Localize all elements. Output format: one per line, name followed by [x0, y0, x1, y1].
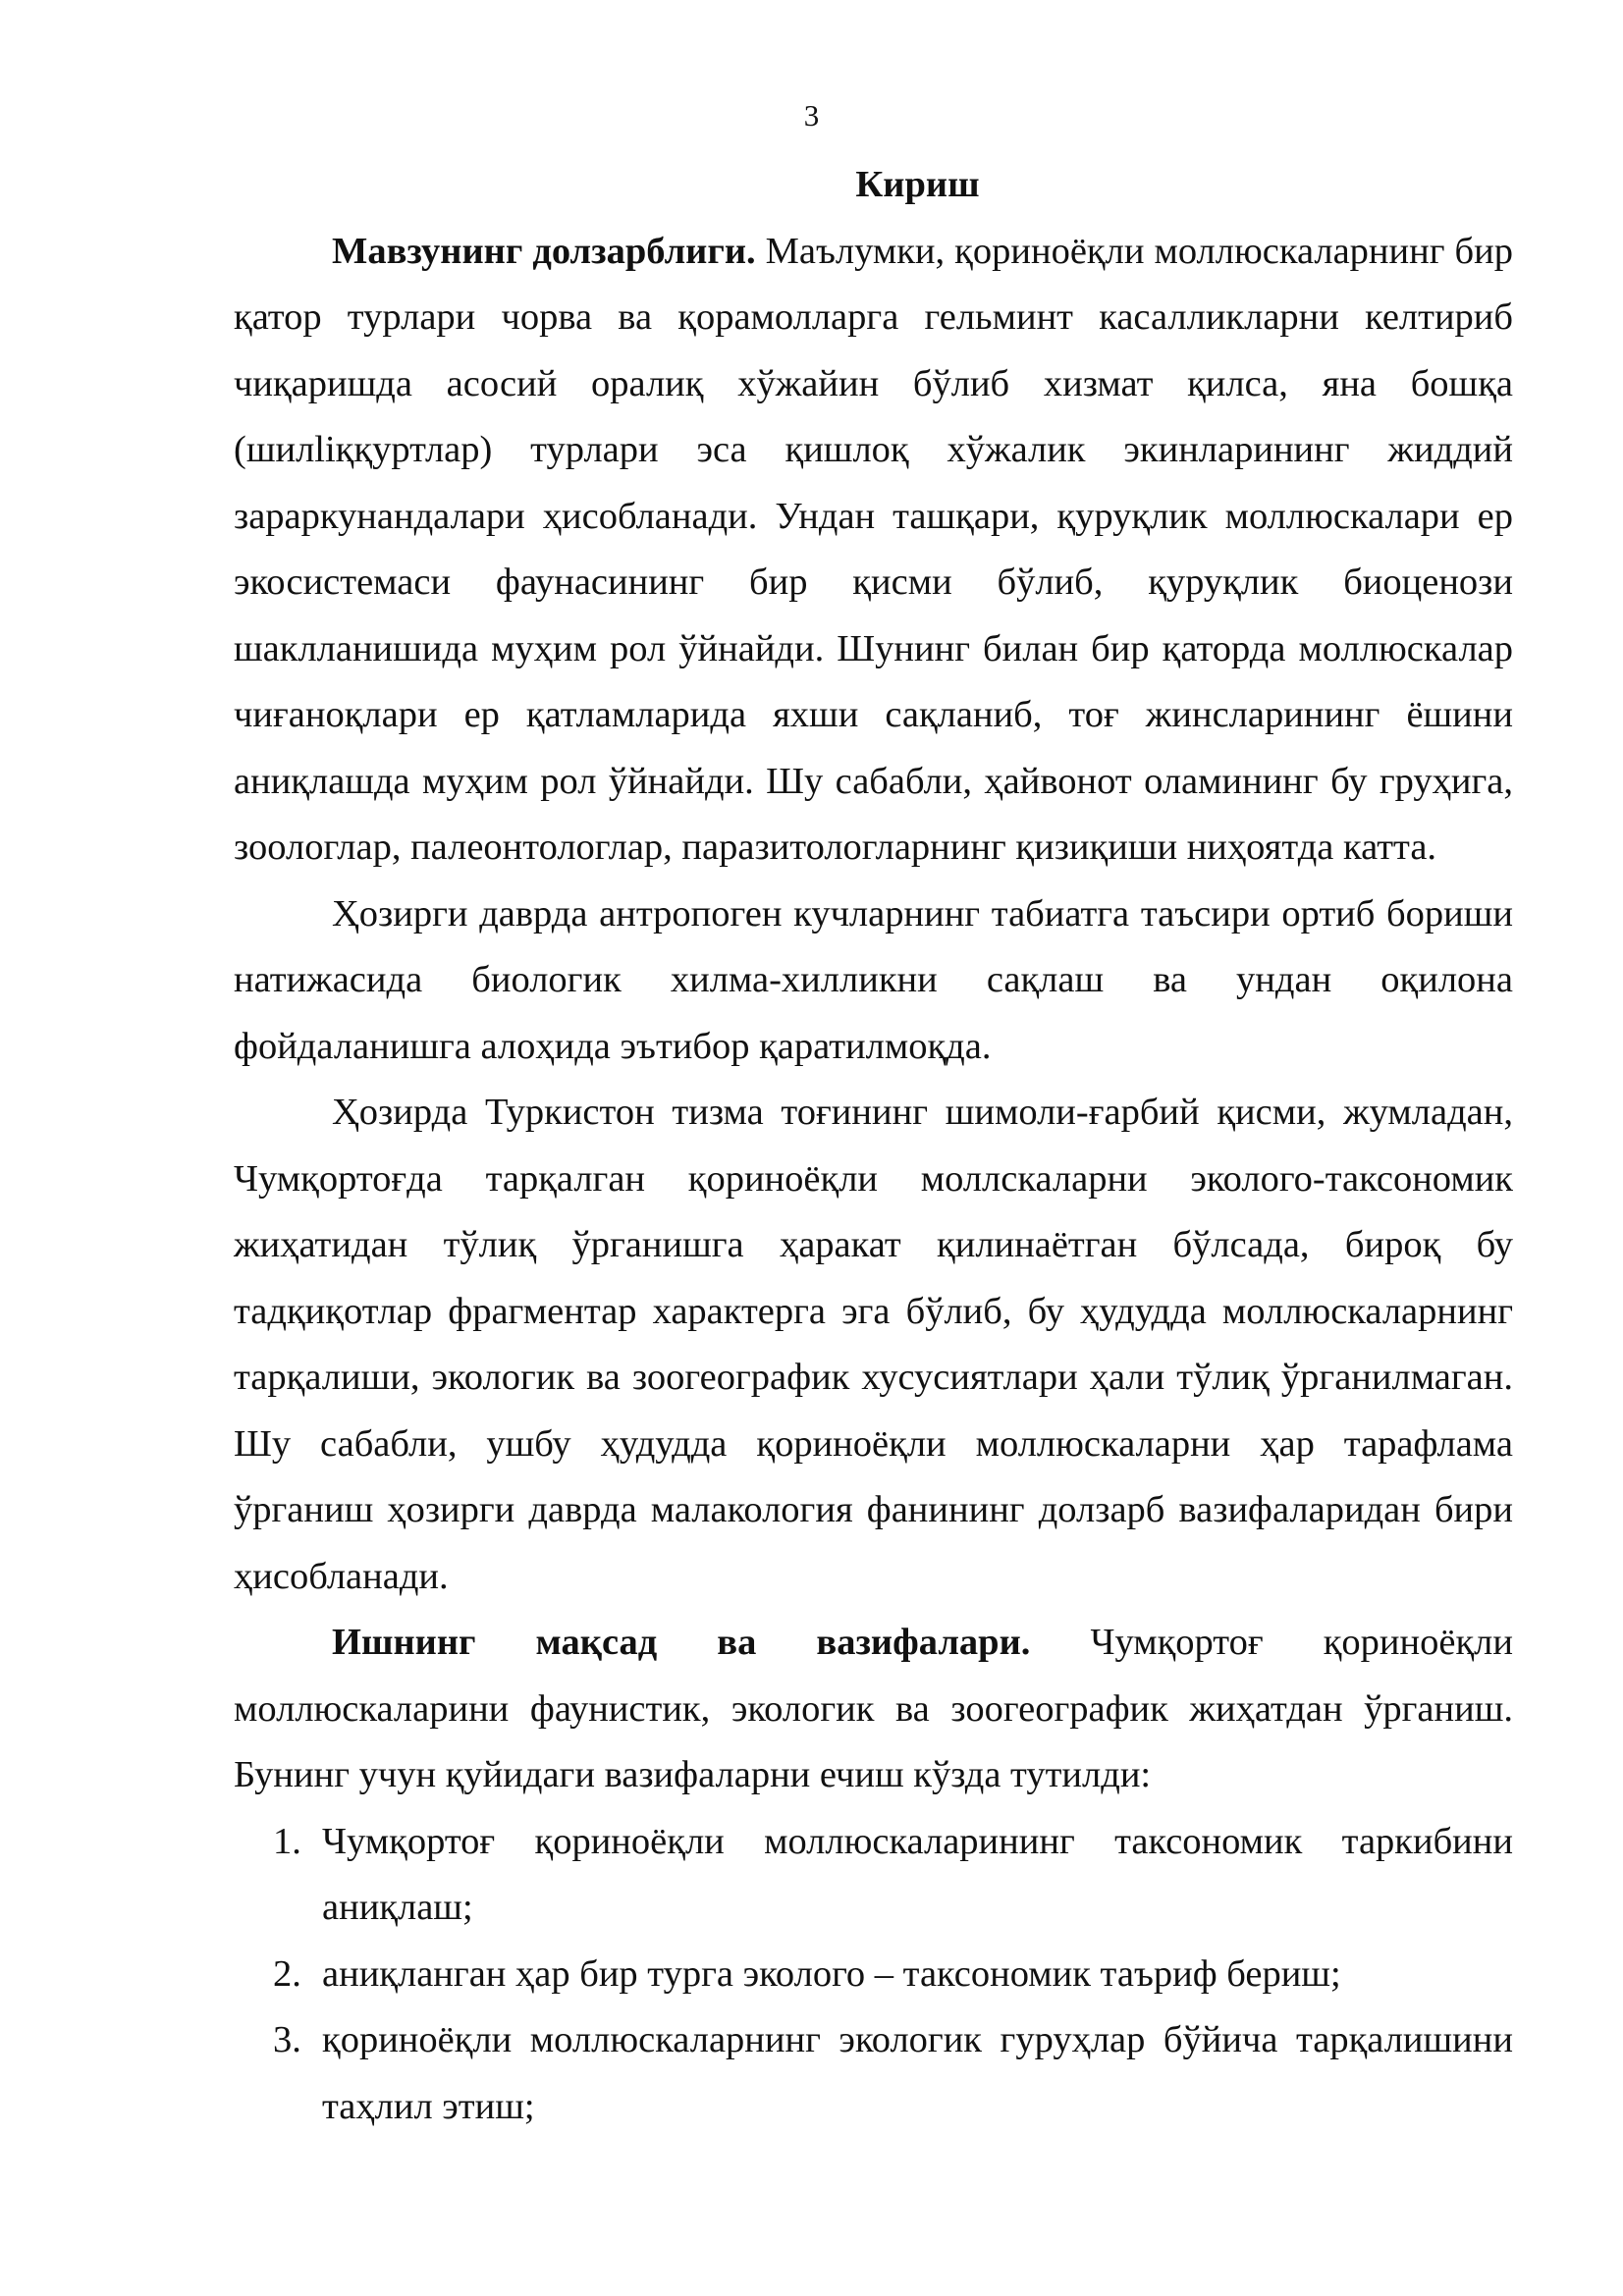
paragraph-lead: Мавзунинг долзарблиги. — [332, 230, 756, 272]
section-heading: Кириш — [855, 164, 980, 205]
paragraph-lead: Ишнинг мақсад ва вазифалари. — [332, 1622, 1031, 1663]
paragraph-anthropogenic — [234, 881, 1513, 1081]
list-item-number: 1. — [273, 1820, 301, 1862]
paragraph-text: Маълумки, қориноёқли моллюскаларнинг бир қатор турлари чорва ва қорамолларга гельминт касалликларни келтириб чиқаришда асосий оралиқ хўжайин бўлиб хизмат қилса, яна бошқа (шилliққуртлар) турлари эса қишлоқ хўжалик экинларининг жиддий зараркунандалари ҳисобланади. Ундан ташқари, қуруқлик моллюскалари ер экосистемаси фаунасининг бир қисми бўлиб, қуруқлик биоценози шаклланишида муҳим рол ўйнайди. Шунинг билан бир қаторда моллюскалар чиғаноқлари ер қатламларида яхши сақланиб, тоғ жинсларининг ёшини аниқлашда муҳим рол ўйнайди. Шу сабабли, ҳайвонот оламининг бу груҳига, зоологлар, палеонтологлар, паразитологларнинг қизиқиши ниҳоятда катта. — [234, 230, 1513, 868]
list-item-text: қориноёқли моллюскаларнинг экологик гуруҳлар бўйича тарқалишини таҳлил этиш; — [322, 2019, 1513, 2127]
list-item — [234, 2007, 1513, 2140]
paragraph-text: Чумқортоғ қориноёқли моллюскаларини фаунистик, экологик ва зоогеографик жиҳатдан ўрганиш. Бунинг учун қуйидаги вазифаларни ечиш кўзда тутилди: — [234, 1622, 1513, 1795]
list-item — [234, 1809, 1513, 1942]
paragraph-text: Ҳозирги даврда антропоген кучларнинг табиатга таъсири ортиб бориши натижасида биологик хилма-хилликни сақлаш ва ундан оқилона фойдаланишга алоҳида эътибор қаратилмоқда. — [234, 892, 1513, 1067]
list-item-number: 3. — [273, 2019, 301, 2060]
page-number: 3 — [803, 98, 820, 133]
paragraph-goals — [234, 1610, 1513, 1809]
list-item-text: аниқланган ҳар бир турга эколого – таксономик таъриф бериш; — [322, 1952, 1341, 1995]
list-item-text: Чумқортоғ қориноёқли моллюскаларининг таксономик таркибини аниқлаш; — [322, 1820, 1513, 1928]
paragraph-text: Ҳозирда Туркистон тизма тоғининг шимоли-ғарбий қисми, жумладан, Чумқортоғда тарқалган қориноёқли моллскаларни эколого-таксономик жиҳатидан тўлиқ ўрганишга ҳаракат қилинаётган бўлсада, бироқ бу тадқиқотлар фрагментар характерга эга бўлиб, бу ҳудудда моллюскаларнинг тарқалиши, экологик ва зоогеографик хусусиятлари ҳали тўлиқ ўрганилмаган. Шу сабабли, ушбу ҳудудда қориноёқли моллюскаларни ҳар тарафлама ўрганиш ҳозирги даврда малакология фанининг долзарб вазифаларидан бири ҳисобланади. — [234, 1092, 1513, 1597]
page-body — [234, 152, 1513, 2140]
task-list — [234, 1809, 1513, 2141]
paragraph-relevance — [234, 219, 1513, 881]
paragraph-study-area — [234, 1080, 1513, 1610]
list-item — [234, 1942, 1513, 2008]
list-item-number: 2. — [273, 1952, 301, 1995]
